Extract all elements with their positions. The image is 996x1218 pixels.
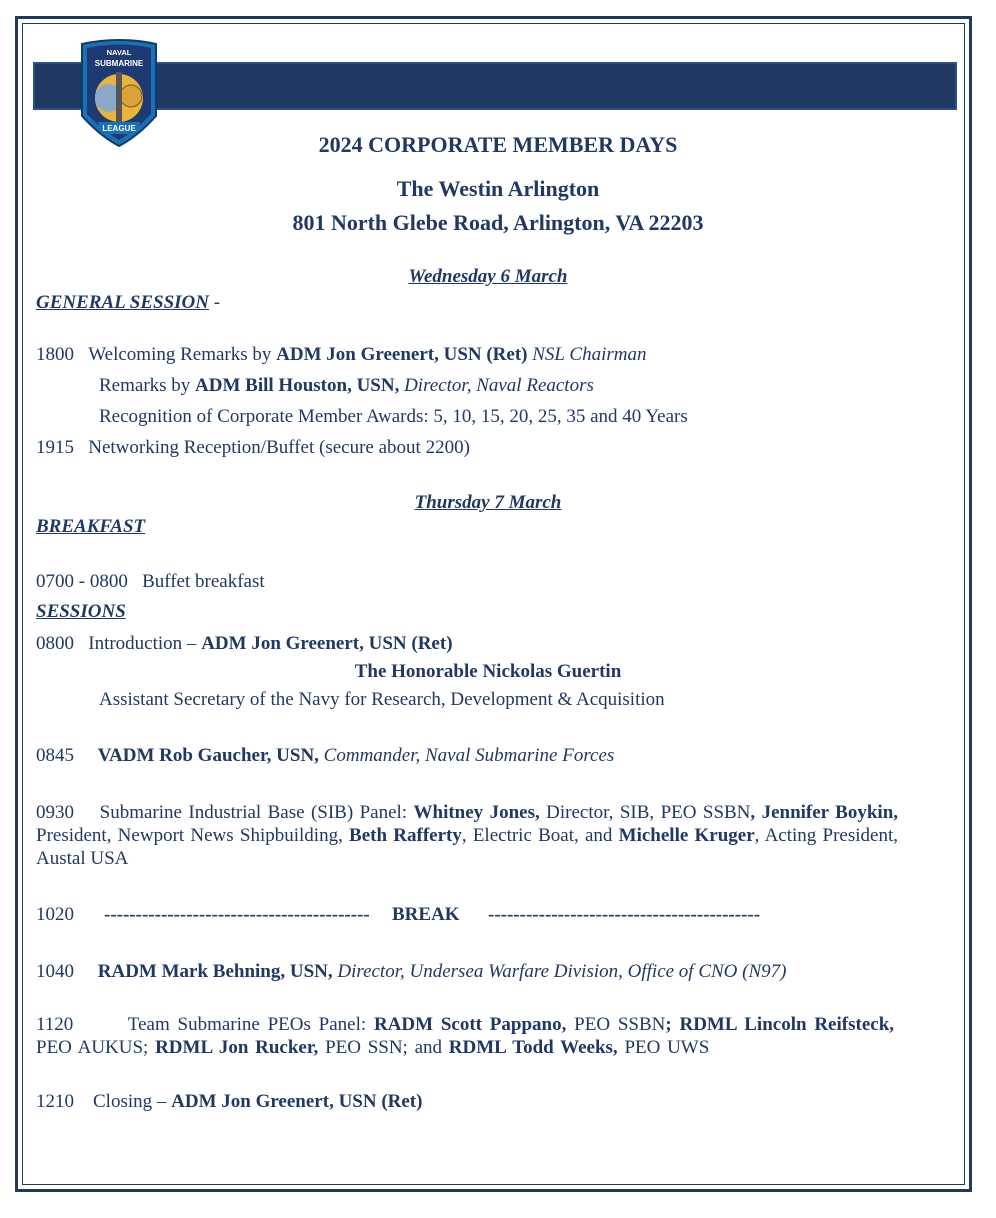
agenda-item-1210 [36, 1090, 422, 1113]
guest-speaker-name: The Honorable Nickolas Guertin [354, 661, 622, 682]
speaker-name: RDML Todd Weeks, [448, 1037, 618, 1058]
item-text: PEO SSN; and [318, 1037, 449, 1058]
agenda-item-0800 [36, 632, 453, 655]
speaker-name: RDML Jon Rucker, [155, 1037, 319, 1058]
item-text: Remarks by [99, 375, 196, 396]
break-label: BREAK [392, 904, 460, 925]
speaker-title: Director, Naval Reactors [399, 375, 594, 396]
speaker-name: ADM Jon Greenert, USN (Ret) [201, 633, 453, 654]
agenda-item-1020 [36, 903, 74, 926]
item-time: 1800 [36, 344, 74, 365]
item-text: PEO UWS [617, 1037, 710, 1058]
agenda-item-0845 [36, 744, 614, 767]
item-time: 0845 [36, 745, 74, 766]
item-text: Welcoming Remarks by [88, 344, 277, 365]
item-time: 0930 [36, 802, 74, 823]
logo-text-naval: NAVAL [106, 48, 132, 57]
general-session-suffix: - [209, 292, 221, 313]
agenda-item-1800 [36, 343, 646, 366]
item-text: Buffet breakfast [142, 571, 265, 592]
speaker-name: ADM Bill Houston, USN, [195, 375, 400, 396]
speaker-title: Director, Undersea Warfare Division, Office of CNO (N97) [332, 961, 787, 982]
item-text: , Acting President, Austal USA [36, 825, 898, 869]
agenda-item-awards [99, 405, 688, 428]
item-time: 0800 [36, 633, 74, 654]
venue-name: The Westin Arlington [396, 176, 600, 201]
guest-speaker-title: Assistant Secretary of the Navy for Research, Development & Acquisition [99, 689, 665, 710]
venue-address: 801 North Glebe Road, Arlington, VA 22203 [292, 210, 704, 235]
item-text: Closing – [93, 1091, 172, 1112]
speaker-name: Whitney Jones, [413, 802, 540, 823]
speaker-name: ; RDML Lincoln Reifsteck, [665, 1014, 895, 1035]
agenda-item-1040 [36, 960, 786, 983]
item-text: Submarine Industrial Base (SIB) Panel: [99, 802, 414, 823]
speaker-name: Michelle Kruger [618, 825, 755, 846]
item-text: PEO SSBN [566, 1014, 666, 1035]
item-text: PEO AUKUS; [36, 1037, 156, 1058]
general-session-label: GENERAL SESSION [36, 292, 209, 313]
item-text: , Electric Boat, and [461, 825, 619, 846]
item-time: 0700 - 0800 [36, 571, 128, 592]
item-time: 1915 [36, 437, 74, 458]
breakfast-heading: BREAKFAST [36, 516, 146, 537]
item-text: Introduction – [88, 633, 202, 654]
break-dashes-right: ------------------------------------------- [488, 904, 761, 925]
speaker-name: Beth Rafferty [349, 825, 462, 846]
agenda-item-remarks [99, 374, 594, 397]
item-text: Networking Reception/Buffet (secure about 2200) [88, 437, 470, 458]
item-time: 1020 [36, 904, 74, 925]
break-dashes-left: ------------------------------------------ [104, 904, 370, 925]
speaker-name: VADM Rob Gaucher, USN, [97, 745, 319, 766]
speaker-name: RADM Mark Behning, USN, [97, 961, 333, 982]
item-text: President, Newport News Shipbuilding, [36, 825, 350, 846]
page-title: 2024 CORPORATE MEMBER DAYS [318, 132, 678, 157]
agenda-item-0930 [36, 801, 898, 870]
item-time: 1120 [36, 1014, 74, 1035]
item-text: Recognition of Corporate Member Awards: 5, 10, 15, 20, 25, 35 and 40 Years [99, 406, 688, 427]
speaker-name: ADM Jon Greenert, USN (Ret) [276, 344, 528, 365]
item-time: 1040 [36, 961, 74, 982]
general-session-heading [36, 292, 220, 314]
header-banner [33, 62, 957, 110]
day-heading-thursday: Thursday 7 March [414, 492, 562, 513]
speaker-title: Commander, Naval Submarine Forces [318, 745, 615, 766]
agenda-item-1120 [36, 1013, 894, 1059]
logo-text-submarine: SUBMARINE [94, 59, 144, 68]
speaker-title: NSL Chairman [527, 344, 647, 365]
item-text: Team Submarine PEOs Panel: [127, 1014, 374, 1035]
speaker-name: , Jennifer Boykin, [750, 802, 899, 823]
speaker-name: ADM Jon Greenert, USN (Ret) [171, 1091, 423, 1112]
item-text: Director, SIB, PEO SSBN [539, 802, 751, 823]
agenda-item-1915 [36, 436, 470, 459]
day-heading-wednesday: Wednesday 6 March [408, 266, 568, 287]
agenda-item-breakfast [36, 570, 265, 593]
speaker-name: RADM Scott Pappano, [373, 1014, 567, 1035]
logo-text-league: LEAGUE [102, 124, 136, 133]
item-time: 1210 [36, 1091, 74, 1112]
sessions-heading: SESSIONS [36, 601, 126, 622]
